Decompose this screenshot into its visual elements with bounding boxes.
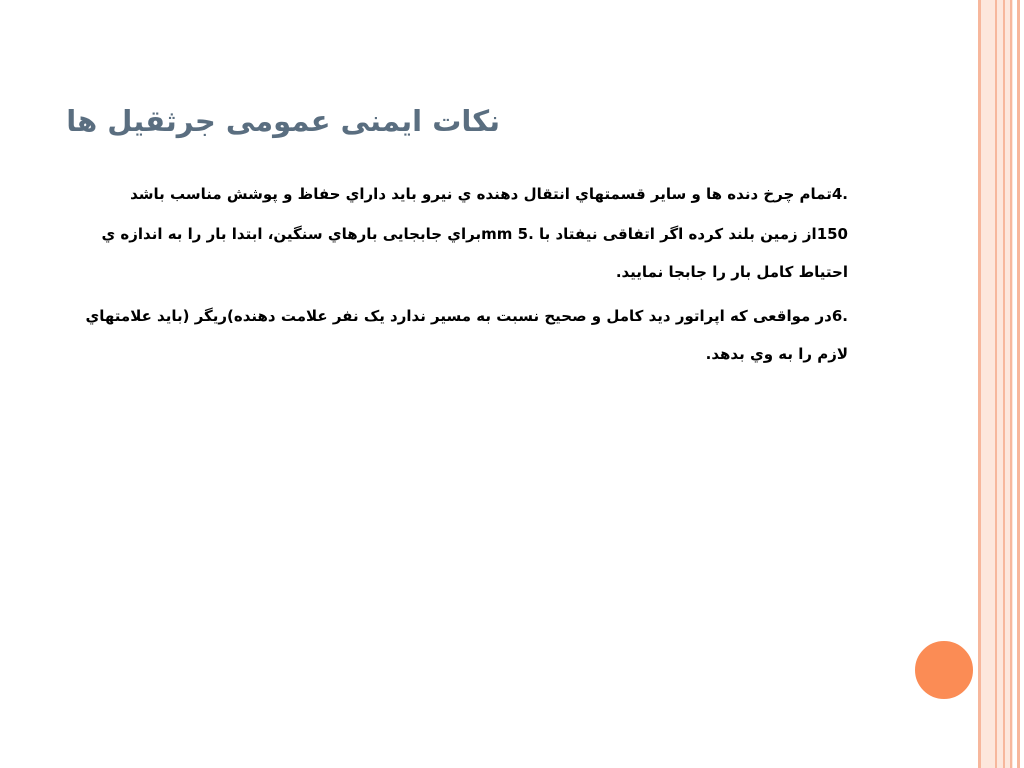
decorative-stripe-line <box>995 0 997 768</box>
bullet-paragraph: 150از زمين بلند كرده اگر اتفاقى نيفتاد با .mm 5براي جابجايى بارهاي سنگين، ابتدا بار را به اندازه ي احتياط كامل بار را جابجا نماييد. <box>101 225 848 281</box>
decorative-stripe-line <box>1017 0 1020 768</box>
bullet-paragraph: .4تمام چرخ دنده ها و سایر قسمتهاي انتقال دهنده ي نيرو بايد داراي حفاظ و پوشش مناسب باشد <box>130 185 848 203</box>
decorative-stripe-band <box>981 0 1013 768</box>
slide-title: نکات ایمنی عمومی جرثقیل ها <box>66 104 500 138</box>
bullet-paragraph: .6در مواقعی كه اپراتور ديد كامل و صحيح نسبت به مسير ندارد يک نفر علامت دهنده)ريگر (بايد علامتهاي لازم را به وي بدهد. <box>85 307 848 363</box>
decorative-circle <box>913 639 975 701</box>
decorative-stripe-line <box>1010 0 1012 768</box>
decorative-stripe-line <box>978 0 981 768</box>
slide-body <box>72 181 848 379</box>
decorative-stripe-line <box>1003 0 1005 768</box>
